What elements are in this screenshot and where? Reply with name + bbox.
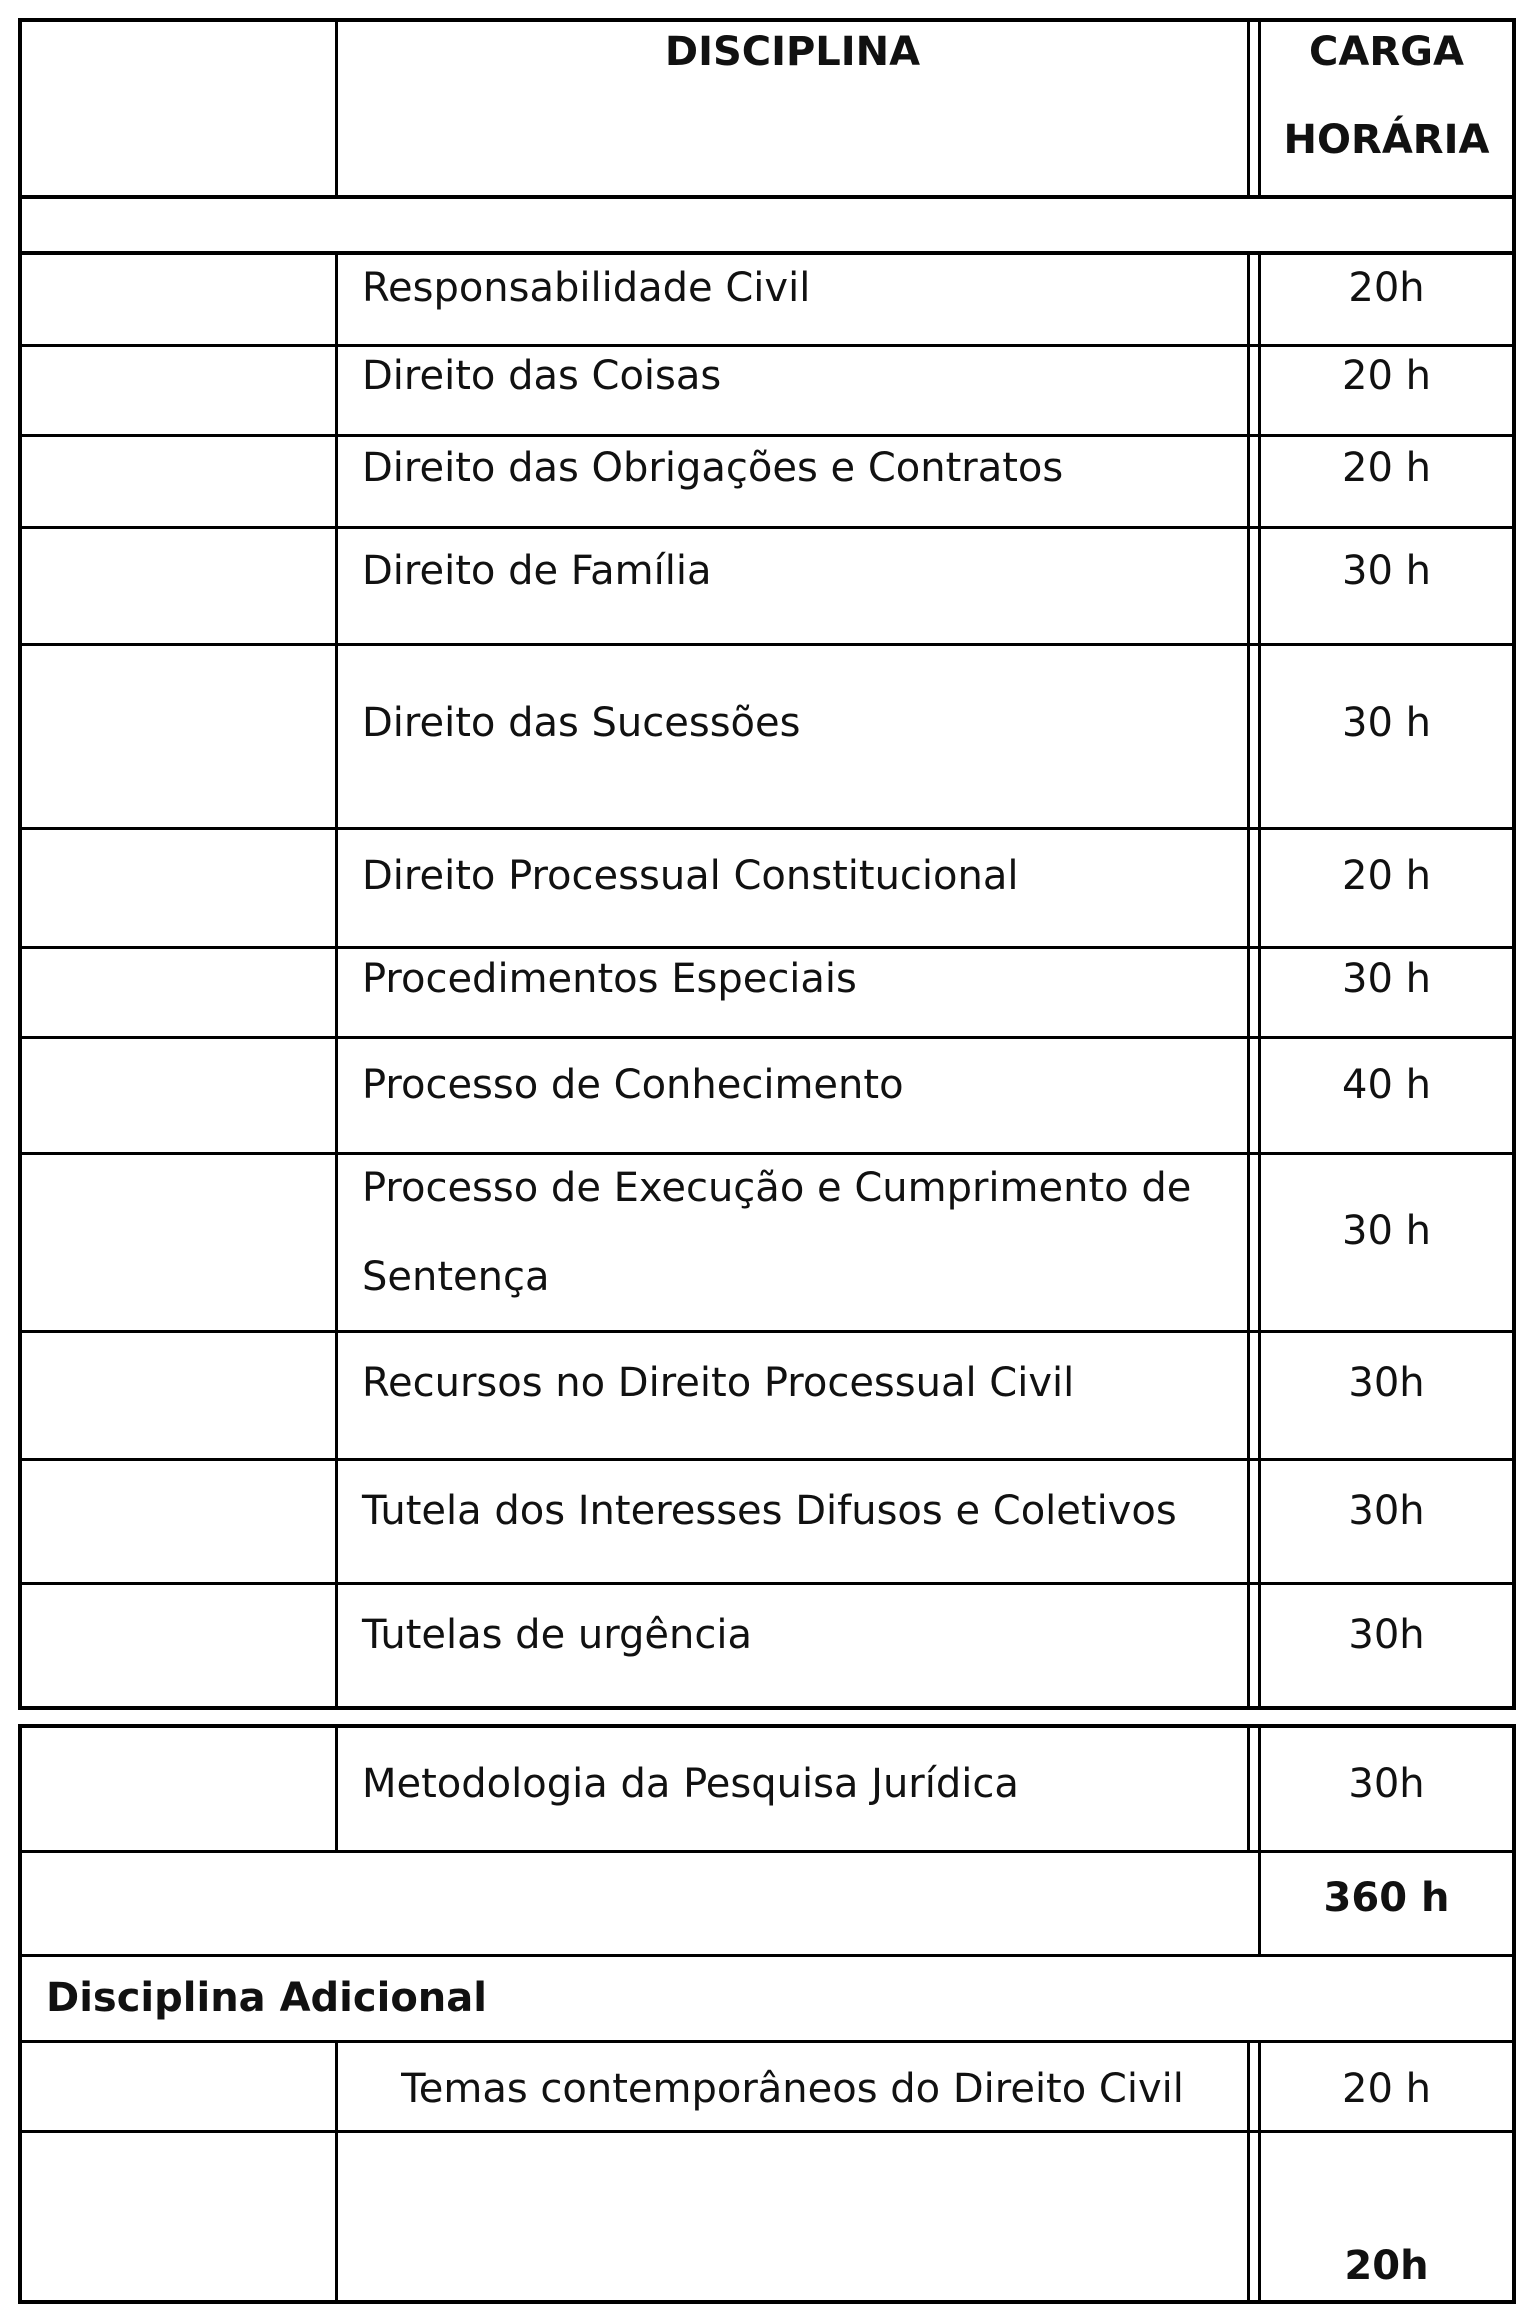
course-name: Recursos no Direito Processual Civil [362,1360,1075,1406]
course-name: Direito das Obrigações e Contratos [362,445,1064,491]
course-name: Processo de Conhecimento [362,1062,904,1108]
table-border [1247,1724,1250,1853]
table-border [18,1582,1515,1585]
table-border [1247,18,1250,197]
additional-total-hours: 20h [1344,2243,1429,2289]
table-border [1512,1724,1516,2304]
course-hours: 40 h [1342,1062,1431,1108]
table-border [18,434,1515,437]
table-border [18,18,22,1710]
table-border [18,1036,1515,1039]
table-border [18,1458,1515,1461]
course-name: Direito das Coisas [362,353,722,399]
course-hours: 30 h [1342,548,1431,594]
course-hours: 20 h [1342,353,1431,399]
course-hours: 20 h [1342,853,1431,899]
table-border [18,2130,1515,2133]
additional-course-name: Temas contemporâneos do Direito Civil [401,2066,1184,2112]
table-border [18,643,1515,646]
methodology-course-name: Metodologia da Pesquisa Jurídica [362,1761,1019,1807]
hours-column-header-line2: HORÁRIA [1283,117,1490,163]
table-border [1512,18,1516,1710]
table-border [18,946,1515,949]
course-name: Tutelas de urgência [362,1612,752,1658]
course-hours: 30 h [1342,956,1431,1002]
course-name: Tutela dos Interesses Difusos e Coletivos [362,1488,1177,1534]
total-hours: 360 h [1323,1875,1450,1921]
table-border [18,1706,1515,1710]
hours-column-header-line1: CARGA [1309,29,1464,75]
course-name-line2: Sentença [362,1254,550,1300]
course-hours: 20 h [1342,445,1431,491]
additional-section-label: Disciplina Adicional [46,1975,487,2021]
table-border [18,1152,1515,1155]
table-border [18,1724,1515,1728]
course-hours: 30h [1348,1488,1425,1534]
table-border [335,251,338,1710]
table-border [18,2040,1515,2043]
table-border [1247,251,1250,1710]
table-border [18,526,1515,529]
course-hours: 20h [1348,265,1425,311]
table-border [18,1330,1515,1333]
course-name-line1: Processo de Execução e Cumprimento de [362,1165,1192,1211]
course-hours: 30 h [1342,700,1431,746]
table-border [18,18,1515,22]
course-name: Direito Processual Constitucional [362,853,1019,899]
table-border [18,1850,1515,1853]
methodology-course-hours: 30h [1348,1761,1425,1807]
course-hours: 30h [1348,1612,1425,1658]
table-border [18,2300,1515,2304]
table-border [18,195,1515,199]
course-hours: 30h [1348,1360,1425,1406]
course-name: Direito de Família [362,548,712,594]
table-border [18,344,1515,347]
additional-course-hours: 20 h [1342,2066,1431,2112]
table-border [18,1954,1515,1957]
discipline-column-header: DISCIPLINA [664,29,921,75]
table-border [18,827,1515,830]
course-name: Responsabilidade Civil [362,265,811,311]
table-border [18,251,1515,255]
table-border [18,1724,22,2304]
course-hours: 30 h [1342,1208,1431,1254]
course-name: Procedimentos Especiais [362,956,857,1002]
table-border [335,1724,338,1853]
course-name: Direito das Sucessões [362,700,801,746]
table-border [1247,2040,1250,2304]
